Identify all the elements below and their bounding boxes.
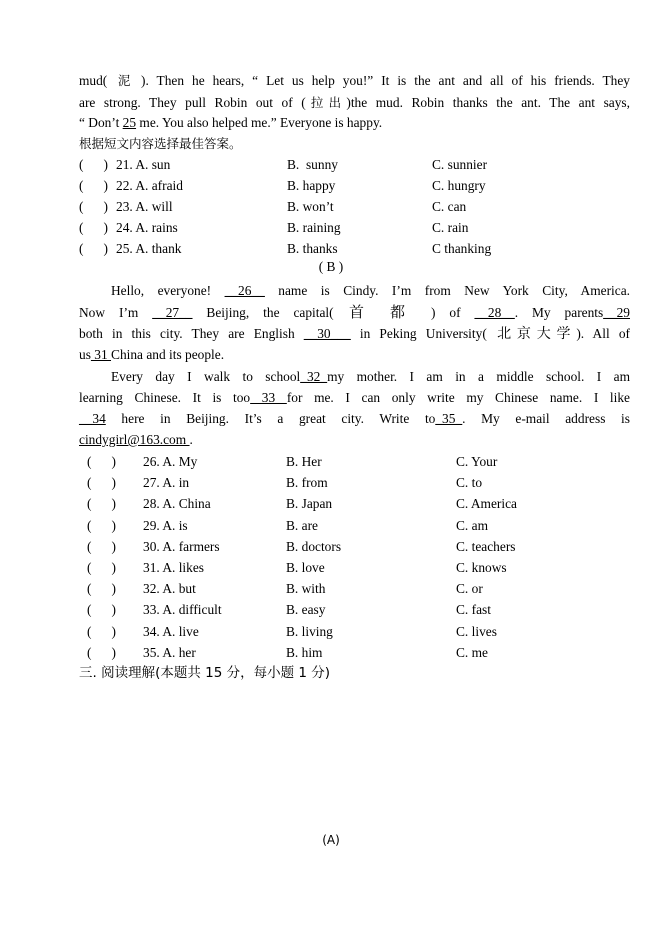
answer-parenthesis[interactable]: ( ) (79, 199, 109, 214)
option-c: C. me (456, 644, 488, 660)
option-b: B. him (286, 644, 323, 660)
option-c: C. am (456, 517, 488, 533)
section-b-label: ( B ) (318, 259, 344, 274)
option-b: B. from (286, 475, 328, 491)
option-c: C. can (432, 199, 467, 214)
question-number-option-a: 24. A. rains (116, 220, 178, 235)
passage-b-line-1: Hello, everyone! __26__ name is Cindy. I’m from New York City, America. (111, 283, 630, 298)
passage-b-line-7: __34 here in Beijing. It’s a great city. Write to_35_. My e-mail address is (79, 411, 630, 426)
option-b: B. thanks (287, 241, 338, 256)
option-b: B. Her (286, 454, 322, 469)
option-b: B. Japan (286, 496, 333, 512)
option-c: C. America (456, 496, 517, 512)
question-number-option-a: 32. A. but (143, 581, 196, 597)
option-c: C. lives (456, 623, 497, 639)
option-b: B. with (286, 581, 326, 597)
answer-parenthesis[interactable]: ( ) (79, 220, 109, 235)
option-b: B. happy (287, 178, 336, 193)
option-c: C. rain (432, 220, 469, 235)
answer-parenthesis[interactable]: ( ) (87, 623, 117, 639)
option-c: C. to (456, 475, 483, 491)
passage-a-line-2: are strong. They pull Robin out of (拉出)the mud. Robin thanks the ant. The ant says, (79, 95, 630, 110)
option-c: C. fast (456, 602, 491, 618)
answer-parenthesis[interactable]: ( ) (87, 475, 117, 491)
question-number-option-a: 33. A. difficult (143, 602, 222, 618)
option-b: B. easy (286, 602, 326, 618)
email-address: cindygirl@163.com (79, 432, 190, 447)
answer-parenthesis[interactable]: ( ) (87, 454, 117, 469)
passage-a-line-3: “ Don’t 25 me. You also helped me.” Everyone is happy. (79, 115, 383, 130)
answer-parenthesis[interactable]: ( ) (87, 581, 117, 597)
answer-parenthesis[interactable]: ( ) (87, 517, 117, 533)
passage-b-line-3: both in this city. They are English __30___ in Peking University( 北京大学). All of (79, 326, 630, 342)
option-b: B. sunny (287, 157, 338, 172)
answer-parenthesis[interactable]: ( ) (87, 496, 117, 512)
question-number-option-a: 25. A. thank (116, 241, 182, 256)
instruction-a: 根据短文内容选择最佳答案。 (79, 136, 242, 151)
question-number-option-a: 27. A. in (143, 475, 190, 491)
answer-parenthesis[interactable]: ( ) (87, 644, 117, 660)
bottom-label: (A) (322, 833, 340, 847)
option-c: C. teachers (456, 538, 516, 554)
option-b: B. doctors (286, 538, 342, 554)
question-number-option-a: 29. A. is (143, 517, 188, 533)
question-number-option-a: 35. A. her (143, 644, 196, 660)
question-number-option-a: 26. A. My (143, 454, 198, 469)
question-number-option-a: 34. A. live (143, 623, 199, 639)
passage-b-line-8: cindygirl@163.com . (79, 432, 193, 447)
passage-b-line-2: Now I’m __27__ Beijing, the capital( 首 都 ) of __28__. My parents__29 (79, 303, 630, 321)
option-c: C thanking (432, 241, 492, 256)
option-b: B. love (286, 560, 325, 575)
question-number-option-a: 30. A. farmers (143, 538, 220, 554)
answer-parenthesis[interactable]: ( ) (79, 157, 109, 172)
answer-parenthesis[interactable]: ( ) (79, 178, 109, 193)
answer-parenthesis[interactable]: ( ) (87, 560, 117, 575)
answer-parenthesis[interactable]: ( ) (79, 241, 109, 256)
option-b: B. living (286, 623, 333, 639)
section-3-title: 三. 阅读理解(本题共 15 分，每小题 1 分) (79, 665, 331, 681)
option-b: B. raining (287, 220, 341, 235)
answer-parenthesis[interactable]: ( ) (87, 538, 117, 554)
passage-b-line-5: Every day I walk to school_32_my mother. I am in a middle school. I am (111, 369, 630, 384)
question-number-option-a: 28. A. China (143, 496, 211, 512)
question-number-option-a: 21. A. sun (116, 157, 171, 172)
passage-b-line-6: learning Chinese. It is too 33 for me. I can only write my Chinese name. I like (79, 390, 630, 405)
option-b: B. won’t (287, 199, 334, 214)
question-number-option-a: 23. A. will (116, 199, 173, 214)
option-c: C. knows (456, 560, 507, 575)
passage-a-line-1: mud( 泥 ). Then he hears, “ Let us help you!” It is the ant and all of his friends. They (79, 73, 630, 88)
option-c: C. hungry (432, 178, 486, 193)
answer-parenthesis[interactable]: ( ) (87, 602, 117, 618)
option-c: C. sunnier (432, 157, 488, 172)
question-number-option-a: 22. A. afraid (116, 178, 183, 193)
option-b: B. are (286, 517, 318, 533)
option-c: C. or (456, 581, 483, 597)
option-c: C. Your (456, 454, 498, 469)
passage-b-line-4: us 31 China and its people. (79, 347, 225, 362)
question-number-option-a: 31. A. likes (143, 560, 205, 575)
